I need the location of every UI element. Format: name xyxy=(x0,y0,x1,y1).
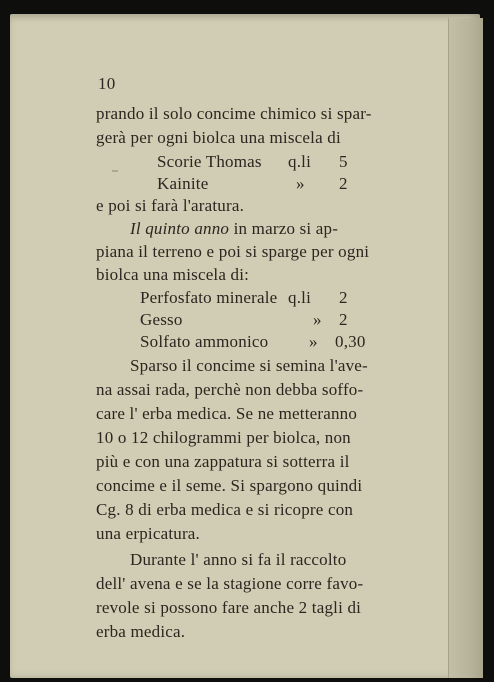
text-span: in marzo si ap- xyxy=(229,219,339,238)
text-line: più e con una zappatura si sotterra il xyxy=(96,452,350,471)
ingredient-unit: » xyxy=(296,174,305,193)
ingredient-qty: 0,30 xyxy=(335,332,366,351)
ingredient-qty: 2 xyxy=(339,310,348,329)
text-line: prando il solo concime chimico si spar- xyxy=(96,104,372,123)
text-line: revole si possono fare anche 2 tagli di xyxy=(96,598,362,617)
ingredient-qty: 2 xyxy=(339,288,348,307)
text-line: care l' erba medica. Se ne metteranno xyxy=(96,404,358,423)
text-line: Sparso il concime si semina l'ave- xyxy=(130,356,368,375)
ingredient-name: Scorie Thomas xyxy=(157,152,262,171)
text-line: 10 o 12 chilogrammi per biolca, non xyxy=(96,428,351,447)
ingredient-name: Solfato ammonico xyxy=(140,332,269,351)
ink-smudge xyxy=(112,170,118,172)
ingredient-name: Perfosfato minerale xyxy=(140,288,278,307)
page-number: 10 xyxy=(98,74,116,93)
text-line: piana il terreno e poi si sparge per ogni xyxy=(96,242,370,261)
text-line: e poi si farà l'aratura. xyxy=(96,196,245,215)
text-line: una erpicatura. xyxy=(96,524,200,543)
text-line: na assai rada, perchè non debba soffo- xyxy=(96,380,364,399)
ingredient-qty: 2 xyxy=(339,174,348,193)
italic-heading: Il quinto anno xyxy=(130,219,230,238)
ingredient-unit: q.li xyxy=(288,152,311,171)
text-line: erba medica. xyxy=(96,622,186,641)
text-line: Durante l' anno si fa il raccolto xyxy=(130,550,347,569)
text-line xyxy=(130,219,338,239)
ingredient-unit: » xyxy=(309,332,318,351)
ingredient-name: Gesso xyxy=(140,310,183,329)
text-line: biolca una miscela di: xyxy=(96,265,250,284)
ingredient-unit: q.li xyxy=(288,288,311,307)
text-line: gerà per ogni biolca una miscela di xyxy=(96,128,341,147)
ingredient-name: Kainite xyxy=(157,174,209,193)
text-line: Cg. 8 di erba medica e si ricopre con xyxy=(96,500,354,519)
ingredient-unit: » xyxy=(313,310,322,329)
ingredient-qty: 5 xyxy=(339,152,348,171)
text-line: concime e il seme. Si spargono quindi xyxy=(96,476,363,495)
text-line: dell' avena e se la stagione corre favo- xyxy=(96,574,364,593)
page-edge xyxy=(448,18,483,678)
